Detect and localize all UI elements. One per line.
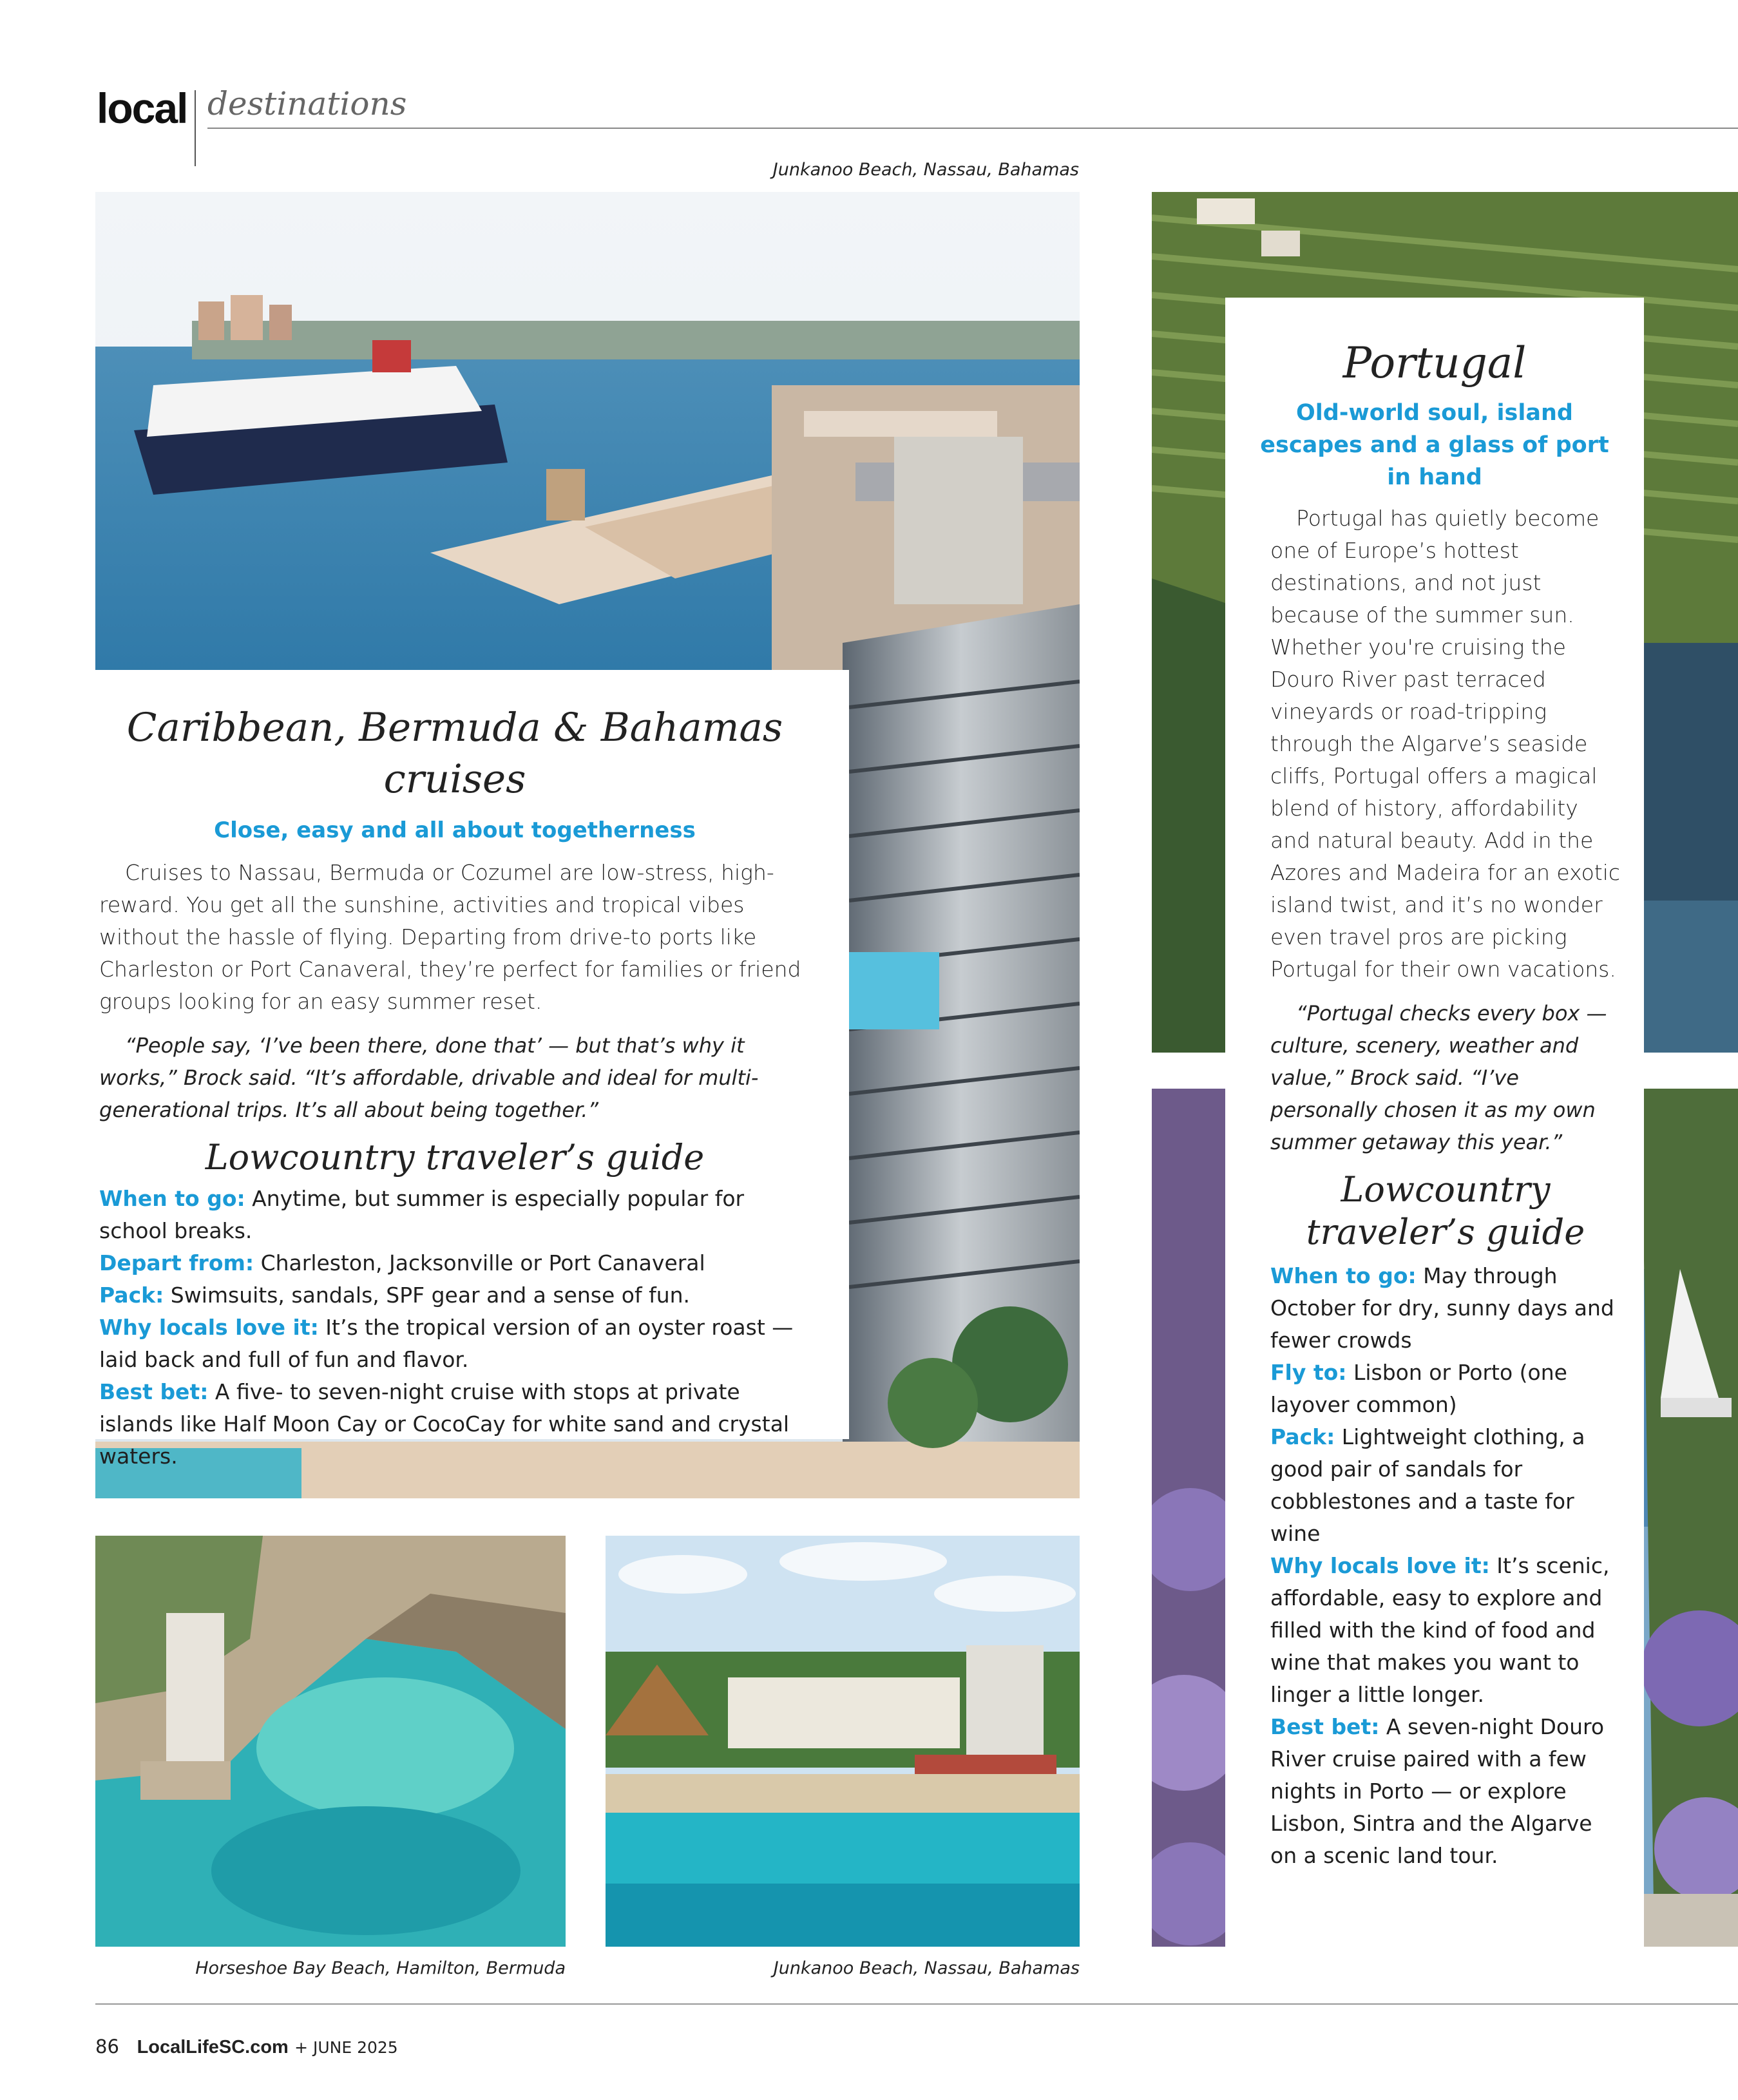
guide-label: Fly to: — [1270, 1360, 1347, 1385]
guide-item-best — [99, 1376, 810, 1473]
guide-text: Charleston, Jacksonville or Port Canaveral — [254, 1250, 705, 1275]
guide-label: Best bet: — [99, 1379, 209, 1404]
caribbean-guide — [99, 1183, 810, 1473]
guide-label: Depart from: — [99, 1250, 254, 1275]
caribbean-body: Cruises to Nassau, Bermuda or Cozumel are low-stress, high-reward. You get all the sunshine, activities and tropical vibes without the hassle of flying. Departing from drive-to ports like Charleston or Port Canaveral, they’re perfect for families or friend groups looking for an easy summer reset. — [99, 860, 801, 1014]
bermuda-cove-photo — [95, 1536, 566, 1947]
guide-item-fly — [1270, 1357, 1621, 1421]
portugal-quote: “Portugal checks every box — culture, scenery, weather and value,” Brock said. “I’ve personally chosen it as my own summer getaway this year.” — [1270, 1001, 1607, 1154]
caribbean-guide-title: Lowcountry traveler’s guide — [205, 1137, 705, 1178]
portugal-guide-title: Lowcountry traveler’s guide — [1306, 1169, 1585, 1252]
caption-bottom-right: Junkanoo Beach, Nassau, Bahamas — [773, 1958, 1080, 1978]
guide-label: Best bet: — [1270, 1714, 1380, 1739]
header-rule — [207, 128, 1738, 129]
portugal-body: Portugal has quietly become one of Europe’s hottest destinations, and not just because of the summer sun. Whether you're cruising the Douro River past terraced vineyards or road-tripping through the Algarve’s seaside cliffs, Portugal offers a magical blend of history, affordability and natural beauty. Add in the Azores and Madeira for an exotic island twist, and it’s no wonder even travel pros are picking Portugal for their own vacations. — [1270, 506, 1621, 982]
caribbean-title: Caribbean, Bermuda & Bahamas cruises — [126, 705, 783, 802]
guide-label: Why locals love it: — [1270, 1553, 1490, 1578]
page-number: 86 — [95, 2036, 119, 2057]
issue-date: + JUNE 2025 — [294, 2038, 398, 2057]
nassau-resort-photo — [606, 1536, 1080, 1947]
guide-text: It’s scenic, affordable, easy to explore and filled with the kind of food and wine that makes you want to linger a little longer. — [1270, 1553, 1610, 1707]
guide-label: When to go: — [1270, 1263, 1417, 1288]
guide-item-why — [1270, 1550, 1621, 1711]
guide-label: Pack: — [1270, 1424, 1335, 1449]
guide-text: It’s the tropical version of an oyster roast — laid back and full of fun and flavor. — [99, 1315, 794, 1372]
guide-item-when — [1270, 1260, 1621, 1357]
guide-text: Anytime, but summer is especially popular for school breaks. — [99, 1186, 745, 1243]
guide-text: A seven-night Douro River cruise paired with a few nights in Porto — or explore Lisbon, Sintra and the Algarve on a scenic land tour. — [1270, 1714, 1605, 1868]
caribbean-article-box — [95, 670, 849, 1469]
caption-top-photo: Junkanoo Beach, Nassau, Bahamas — [772, 160, 1079, 180]
guide-label: Why locals love it: — [99, 1315, 319, 1340]
brand-separator — [195, 90, 196, 166]
guide-item-depart — [99, 1247, 810, 1279]
section-name: destinations — [207, 85, 407, 122]
guide-text: Swimsuits, sandals, SPF gear and a sense of fun. — [164, 1283, 691, 1308]
guide-label: When to go: — [99, 1186, 245, 1211]
guide-text: Lisbon or Porto (one layover common) — [1270, 1360, 1567, 1417]
caption-bottom-left: Horseshoe Bay Beach, Hamilton, Bermuda — [195, 1958, 566, 1978]
guide-label: Pack: — [99, 1283, 164, 1308]
guide-text: A five- to seven-night cruise with stops at private islands like Half Moon Cay or CocoCay for white sand and crystal waters. — [99, 1379, 790, 1469]
portugal-article-box — [1225, 298, 1644, 1947]
guide-item-best — [1270, 1711, 1621, 1872]
portugal-deck: Old-world soul, island escapes and a glass of port in hand — [1260, 400, 1609, 490]
footer-rule — [95, 2003, 1738, 2005]
caribbean-deck: Close, easy and all about togetherness — [214, 817, 696, 843]
portugal-title: Portugal — [1342, 338, 1527, 388]
portugal-guide — [1270, 1260, 1621, 1872]
brand-logo: local — [97, 84, 187, 132]
guide-text: May through October for dry, sunny days and fewer crowds — [1270, 1263, 1614, 1353]
page-footer — [95, 2036, 398, 2058]
guide-item-when — [99, 1183, 810, 1247]
guide-text: Lightweight clothing, a good pair of sandals for cobblestones and a taste for wine — [1270, 1424, 1585, 1546]
guide-item-pack — [99, 1279, 810, 1312]
guide-item-pack — [1270, 1421, 1621, 1550]
caribbean-quote: “People say, ‘I’ve been there, done that’ — but that’s why it works,” Brock said. “It’s affordable, drivable and ideal for multi-generational trips. It’s all about being together.” — [99, 1033, 759, 1122]
guide-item-why — [99, 1312, 810, 1376]
site-link[interactable]: LocalLifeSC.com — [137, 2037, 289, 2057]
